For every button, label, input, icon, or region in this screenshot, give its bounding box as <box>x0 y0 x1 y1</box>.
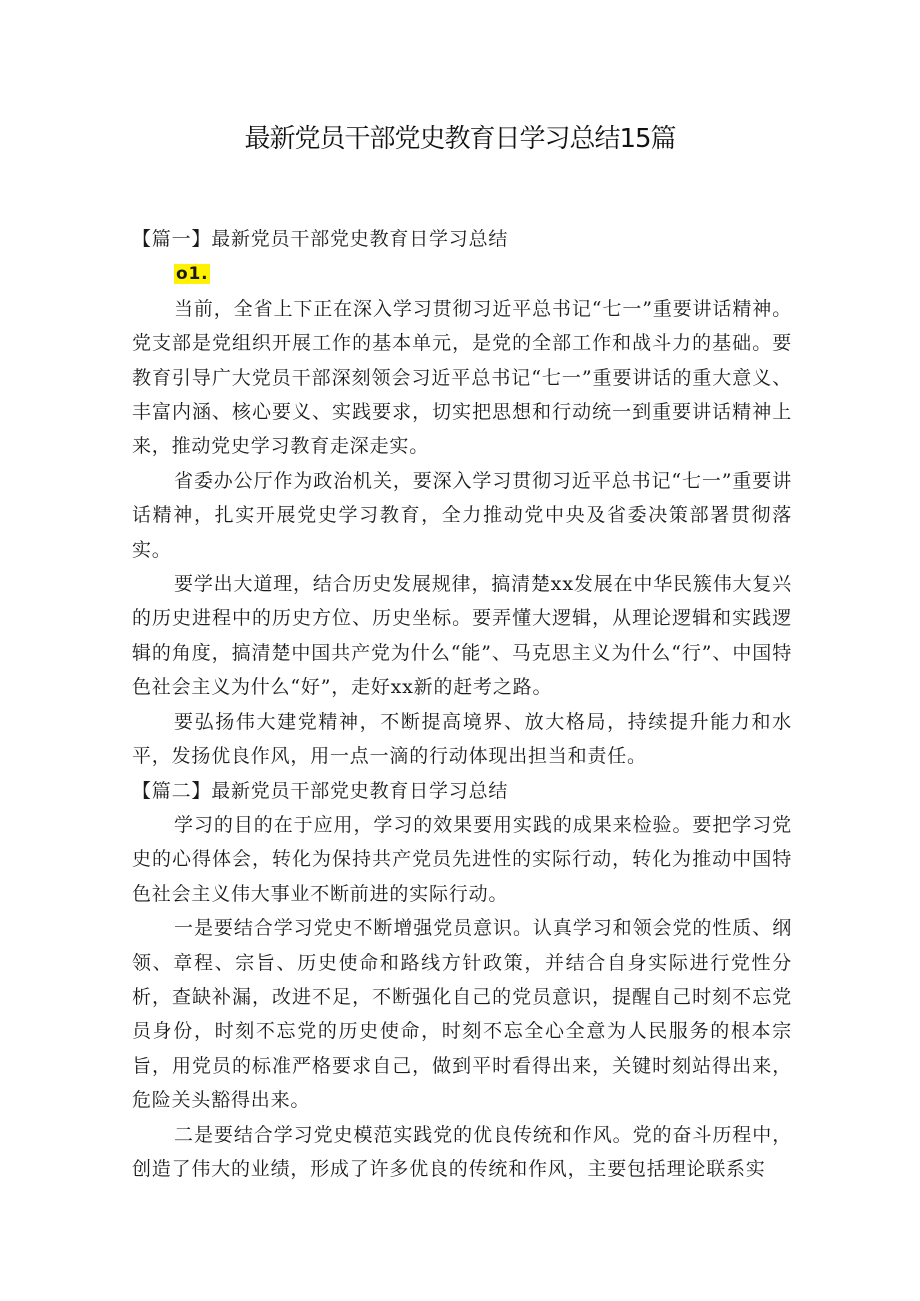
paragraph: 一是要结合学习党史不断增强党员意识。认真学习和领会党的性质、纲领、章程、宗旨、历史使命和路线方针政策，并结合自身实际进行党性分析，查缺补漏，改进不足，不断强化自己的党员意识，提醒自己时刻不忘党员身份，时刻不忘党的历史使命，时刻不忘全心全意为人民服务的根本宗旨，用党员的标准严格要求自己，做到平时看得出来，关键时刻站得出来，危险关头豁得出来。 <box>132 917 792 1112</box>
section-number-line <box>132 256 792 291</box>
highlighted-number: o1. <box>176 264 209 285</box>
section-heading-2: 【篇二】最新党员干部党史教育日学习总结 <box>132 779 509 802</box>
section-heading-1: 【篇一】最新党员干部党史教育日学习总结 <box>132 228 509 250</box>
document-body <box>132 222 792 1186</box>
document-title: 最新党员干部党史教育日学习总结15篇 <box>244 124 676 154</box>
paragraph: 要学出大道理，结合历史发展规律，搞清楚xx发展在中华民簇伟大复兴的历史进程中的历史方位、历史坐标。要弄懂大逻辑，从理论逻辑和实践逻辑的角度，搞清楚中国共产党为什么“能”、马克思主义为什么“行”、中国特色社会主义为什么“好”，走好xx新的赶考之路。 <box>132 573 792 699</box>
paragraph: 当前，全省上下正在深入学习贯彻习近平总书记“七一”重要讲话精神。党支部是党组织开展工作的基本单元，是党的全部工作和战斗力的基础。要教育引导广大党员干部深刻领会习近平总书记“七一”重要讲话的重大意义、丰富内涵、核心要义、实践要求，切实把思想和行动统一到重要讲话精神上来，推动党史学习教育走深走实。 <box>132 297 792 458</box>
paragraph: 二是要结合学习党史模范实践党的优良传统和作风。党的奋斗历程中，创造了伟大的业绩，形成了许多优良的传统和作风，主要包括理论联系实 <box>132 1123 792 1180</box>
paragraph: 要弘扬伟大建党精神，不断提高境界、放大格局，持续提升能力和水平，发扬优良作风，用一点一滴的行动体现出担当和责任。 <box>132 710 792 768</box>
paragraph: 省委办公厅作为政治机关，要深入学习贯彻习近平总书记“七一”重要讲话精神，扎实开展党史学习教育，全力推动党中央及省委决策部署贯彻落实。 <box>132 469 792 561</box>
paragraph: 学习的目的在于应用，学习的效果要用实践的成果来检验。要把学习党史的心得体会，转化为保持共产党员先进性的实际行动，转化为推动中国特色社会主义伟大事业不断前进的实际行动。 <box>132 813 792 905</box>
